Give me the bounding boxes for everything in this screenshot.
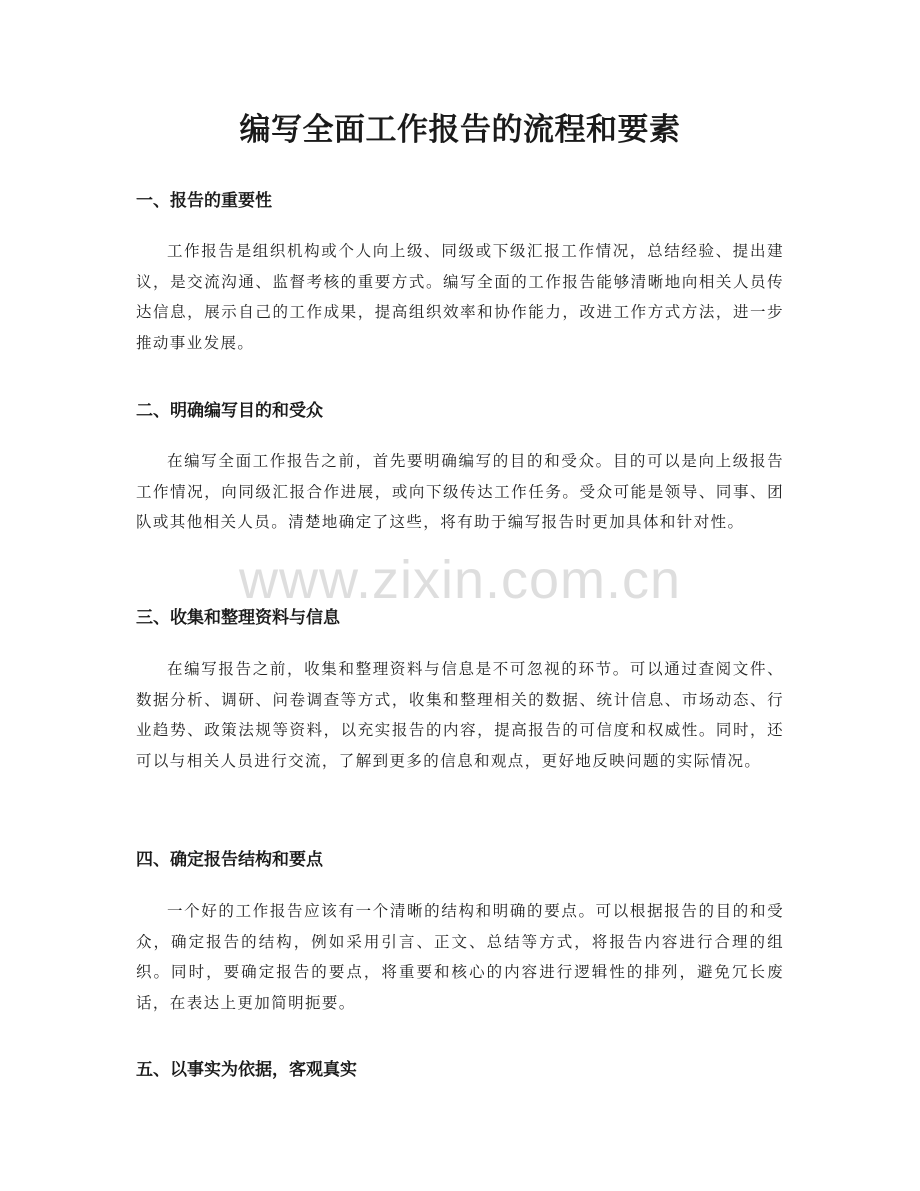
section-heading-4: 四、确定报告结构和要点 (136, 850, 323, 870)
section-heading-2: 二、明确编写目的和受众 (136, 401, 323, 421)
section-body-2: 在编写全面工作报告之前，首先要明确编写的目的和受众。目的可以是向上级报告工作情况，向同级汇报合作进展，或向下级传达工作任务。受众可能是领导、同事、团队或其他相关人员。清楚地确定了这些，将有助于编写报告时更加具体和针对性。 (136, 452, 784, 531)
document-title: 编写全面工作报告的流程和要素 (239, 112, 681, 148)
section-heading-3: 三、收集和整理资料与信息 (136, 608, 340, 628)
section-body-4: 一个好的工作报告应该有一个清晰的结构和明确的要点。可以根据报告的目的和受众，确定报告的结构，例如采用引言、正文、总结等方式，将报告内容进行合理的组织。同时，要确定报告的要点，将重要和核心的内容进行逻辑性的排列，避免冗长废话，在表达上更加简明扼要。 (136, 902, 784, 1012)
section-heading-1: 一、报告的重要性 (136, 191, 272, 211)
section-heading-5: 五、以事实为依据，客观真实 (136, 1060, 357, 1080)
section-body-1: 工作报告是组织机构或个人向上级、同级或下级汇报工作情况，总结经验、提出建议，是交流沟通、监督考核的重要方式。编写全面的工作报告能够清晰地向相关人员传达信息，展示自己的工作成果，提高组织效率和协作能力，改进工作方式方法，进一步推动事业发展。 (136, 242, 784, 352)
section-body-3: 在编写报告之前，收集和整理资料与信息是不可忽视的环节。可以通过查阅文件、数据分析、调研、问卷调查等方式，收集和整理相关的数据、统计信息、市场动态、行业趋势、政策法规等资料，以充实报告的内容，提高报告的可信度和权威性。同时，还可以与相关人员进行交流，了解到更多的信息和观点，更好地反映问题的实际情况。 (136, 660, 784, 770)
watermark-text: www.zixin.com.cn (238, 550, 682, 610)
